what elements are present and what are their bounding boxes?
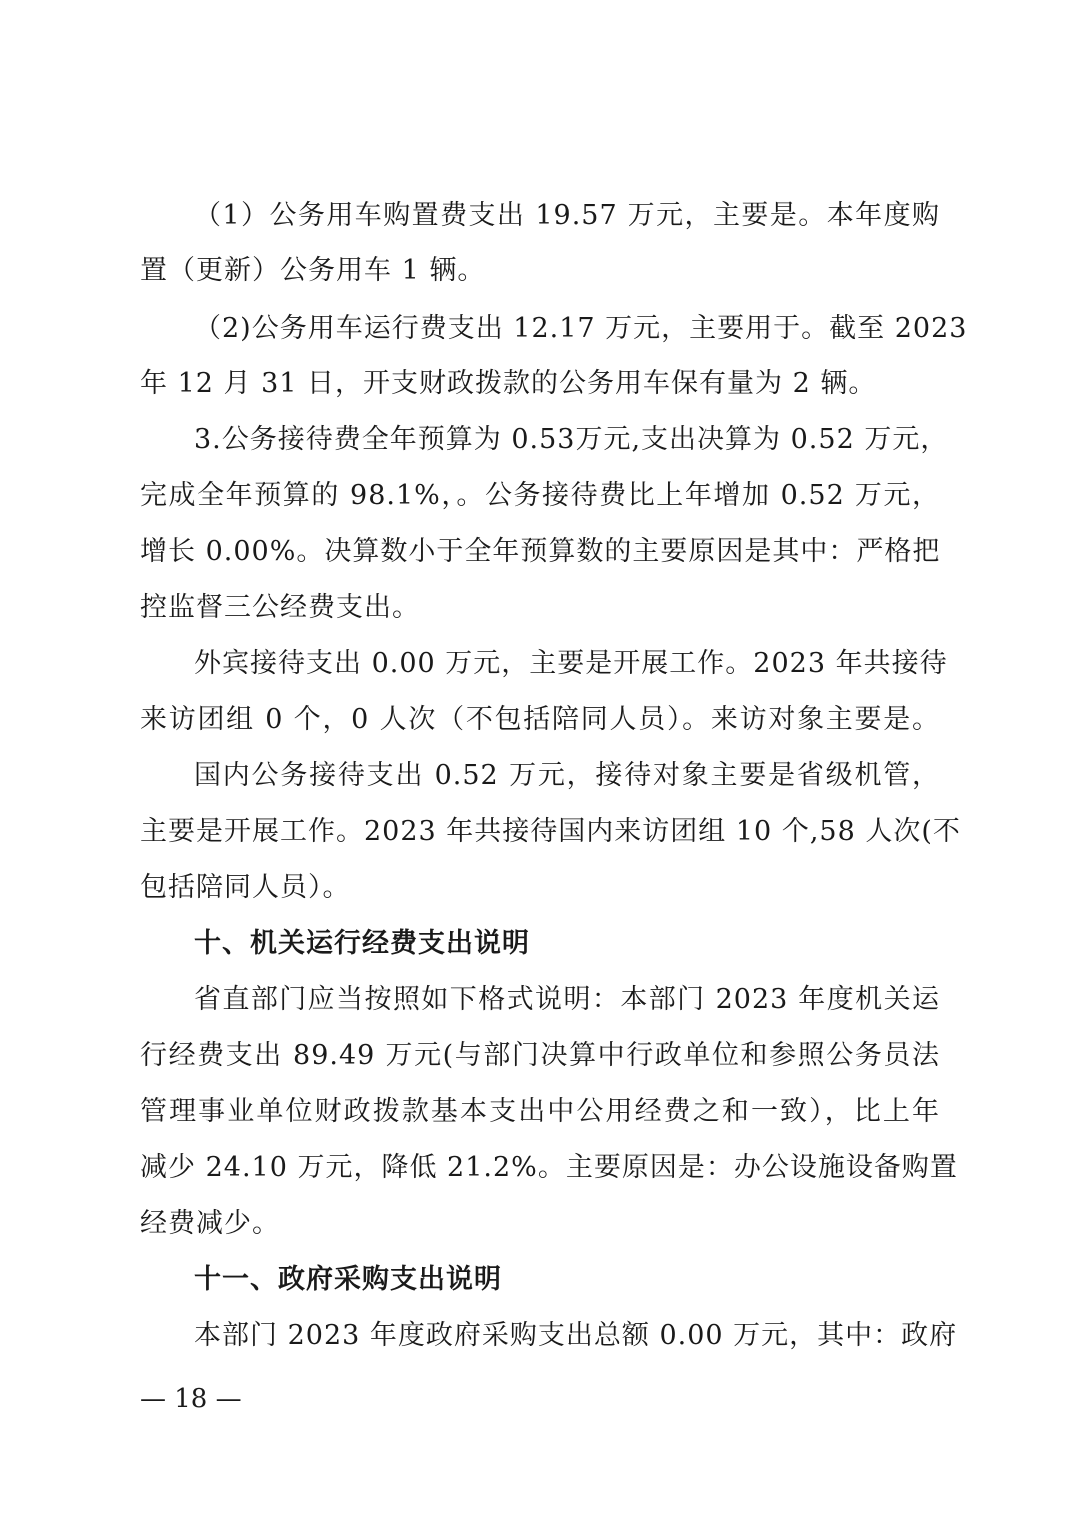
paragraph-line: 减少 24.10 万元，降低 21.2%。主要原因是：办公设施设备购置 xyxy=(140,1152,958,1183)
section-heading: 十一、政府采购支出说明 xyxy=(194,1264,502,1295)
paragraph-line: 控监督三公经费支出。 xyxy=(140,592,420,623)
paragraph-line: 置（更新）公务用车 1 辆。 xyxy=(140,255,486,286)
paragraph-line: 3.公务接待费全年预算为 0.53万元,支出决算为 0.52 万元， xyxy=(194,424,949,455)
paragraph-line: 经费减少。 xyxy=(140,1208,280,1239)
paragraph-line: 行经费支出 89.49 万元(与部门决算中行政单位和参照公务员法 xyxy=(140,1040,940,1071)
paragraph-line: 主要是开展工作。2023 年共接待国内来访团组 10 个,58 人次(不 xyxy=(140,816,961,847)
paragraph-line: （1）公务用车购置费支出 19.57 万元，主要是。本年度购 xyxy=(194,200,940,231)
paragraph-line: 增长 0.00%。决算数小于全年预算数的主要原因是其中：严格把 xyxy=(140,536,941,567)
paragraph-line: 年 12 月 31 日，开支财政拨款的公务用车保有量为 2 辆。 xyxy=(140,368,877,399)
paragraph-line: 包括陪同人员）。 xyxy=(140,872,351,903)
paragraph-line: 管理事业单位财政拨款基本支出中公用经费之和一致），比上年 xyxy=(140,1096,940,1127)
paragraph-line: 本部门 2023 年度政府采购支出总额 0.00 万元，其中：政府 xyxy=(194,1320,958,1351)
page-number: — 18 — xyxy=(140,1384,242,1414)
paragraph-line: 省直部门应当按照如下格式说明：本部门 2023 年度机关运 xyxy=(194,984,940,1015)
paragraph-line: 来访团组 0 个，0 人次（不包括陪同人员）。来访对象主要是。 xyxy=(140,704,940,735)
paragraph-line: 国内公务接待支出 0.52 万元，接待对象主要是省级机管， xyxy=(194,760,940,791)
paragraph-line: 外宾接待支出 0.00 万元，主要是开展工作。2023 年共接待 xyxy=(194,648,948,679)
paragraph-line: （2)公务用车运行费支出 12.17 万元，主要用于。截至 2023 xyxy=(194,313,968,344)
section-heading: 十、机关运行经费支出说明 xyxy=(194,928,530,959)
paragraph-line: 完成全年预算的 98.1%，。公务接待费比上年增加 0.52 万元， xyxy=(140,480,940,511)
